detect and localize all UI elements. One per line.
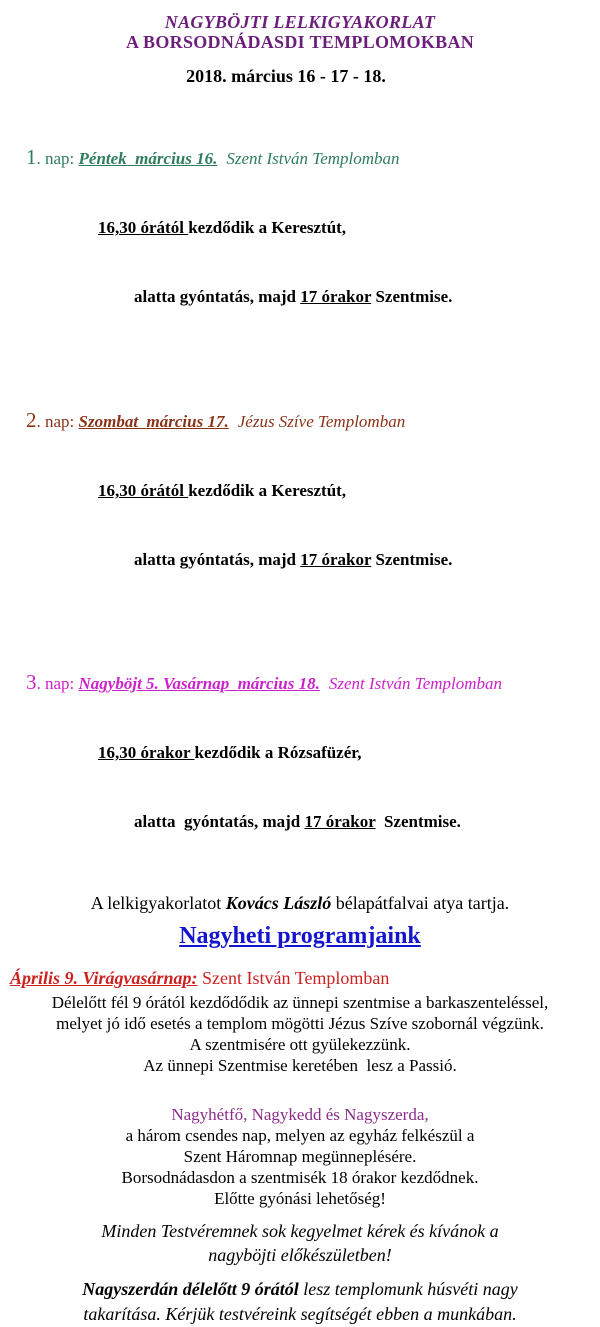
day-2-title: Szombat március 17. [78, 412, 229, 431]
day-2-time-line: 16,30 órától kezdődik a Keresztút, [98, 481, 347, 500]
cleaning-time: Nagyszerdán délelőtt 9 órától [82, 1279, 299, 1299]
day-3-nap-label: . nap: [36, 674, 79, 693]
palm-sunday-section [10, 966, 590, 1076]
priest-name: Kovács László [225, 893, 332, 913]
silent-days-line: Szent Háromnap megünneplésére. [183, 1147, 417, 1166]
day-3-mass-line: alatta gyóntatás, majd 17 órakor Szentmise. [134, 812, 461, 831]
day-section-1 [26, 100, 590, 354]
day-2-nap-label: . nap: [36, 412, 79, 431]
palm-line: A szentmisére ott gyülekezzünk. [189, 1035, 411, 1054]
day-3-heading [26, 671, 590, 695]
blessing-line: nagyböjti előkészületben! [208, 1245, 392, 1265]
holy-week-heading: Nagyheti programjaink [179, 923, 421, 949]
silent-days-section [10, 1104, 590, 1209]
palm-sunday-church: Szent István Templomban [197, 968, 390, 988]
palm-line: Az ünnepi Szentmise keretében lesz a Passió. [143, 1056, 457, 1075]
silent-days-line: a három csendes nap, melyen az egyház felkészül a [125, 1126, 475, 1145]
page-subtitle: A BORSODNÁDASDI TEMPLOMOKBAN [125, 32, 475, 52]
palm-line: melyet jó idő esetés a templom mögötti Jézus Szíve szobornál végzünk. [56, 1014, 544, 1033]
palm-line: Délelőtt fél 9 órától kezdődődik az ünnepi szentmise a barkaszenteléssel, [51, 993, 549, 1012]
day-1-mass-line: alatta gyóntatás, majd 17 órakor Szentmise. [134, 287, 453, 306]
day-1-heading [26, 146, 590, 170]
day-section-3 [26, 625, 590, 879]
day-2-heading [26, 409, 590, 433]
day-2-mass-line: alatta gyóntatás, majd 17 órakor Szentmise. [134, 550, 453, 569]
day-2-church: Jézus Szíve Templomban [237, 412, 406, 431]
day-1-number: 1 [26, 145, 37, 169]
day-2-number: 2 [26, 408, 37, 432]
date-line: 2018. március 16 - 17 - 18. [186, 66, 386, 86]
blessing-section [10, 1219, 590, 1267]
page-title: NAGYBÖJTI LELKIGYAKORLAT [164, 12, 436, 32]
day-3-time-line: 16,30 órakor kezdődik a Rózsafüzér, [98, 743, 362, 762]
day-3-number: 3 [26, 670, 37, 694]
day-1-church: Szent István Templomban [226, 149, 400, 168]
day-1-time-line: 16,30 órától kezdődik a Keresztút, [98, 218, 347, 237]
palm-sunday-heading [10, 966, 590, 990]
silent-days-line: Borsodnádasdon a szentmisék 18 órakor kezdődnek. [121, 1168, 479, 1187]
silent-days-line: Előtte gyónási lehetőség! [214, 1189, 386, 1208]
palm-sunday-body [10, 992, 590, 1076]
day-section-2 [26, 363, 590, 617]
day-1-nap-label: . nap: [36, 149, 79, 168]
day-1-title: Péntek március 16. [78, 149, 218, 168]
blessing-line: Minden Testvéremnek sok kegyelmet kérek és kívánok a [101, 1221, 499, 1241]
cleaning-notice: Nagyszerdán délelőtt 9 órától lesz templomunk húsvéti nagy takarítása. Kérjük testvéreink segítségét ebben a munkában. [82, 1279, 523, 1324]
palm-sunday-date: Április 9. Virágvasárnap: [10, 968, 198, 988]
day-3-title: Nagyböjt 5. Vasárnap március 18. [78, 674, 320, 693]
day-3-church: Szent István Templomban [328, 674, 503, 693]
retreat-leader-line: A lelkigyakorlatot Kovács László bélapátfalvai atya tartja. [90, 893, 510, 913]
silent-days-heading: Nagyhétfő, Nagykedd és Nagyszerda, [171, 1105, 429, 1124]
